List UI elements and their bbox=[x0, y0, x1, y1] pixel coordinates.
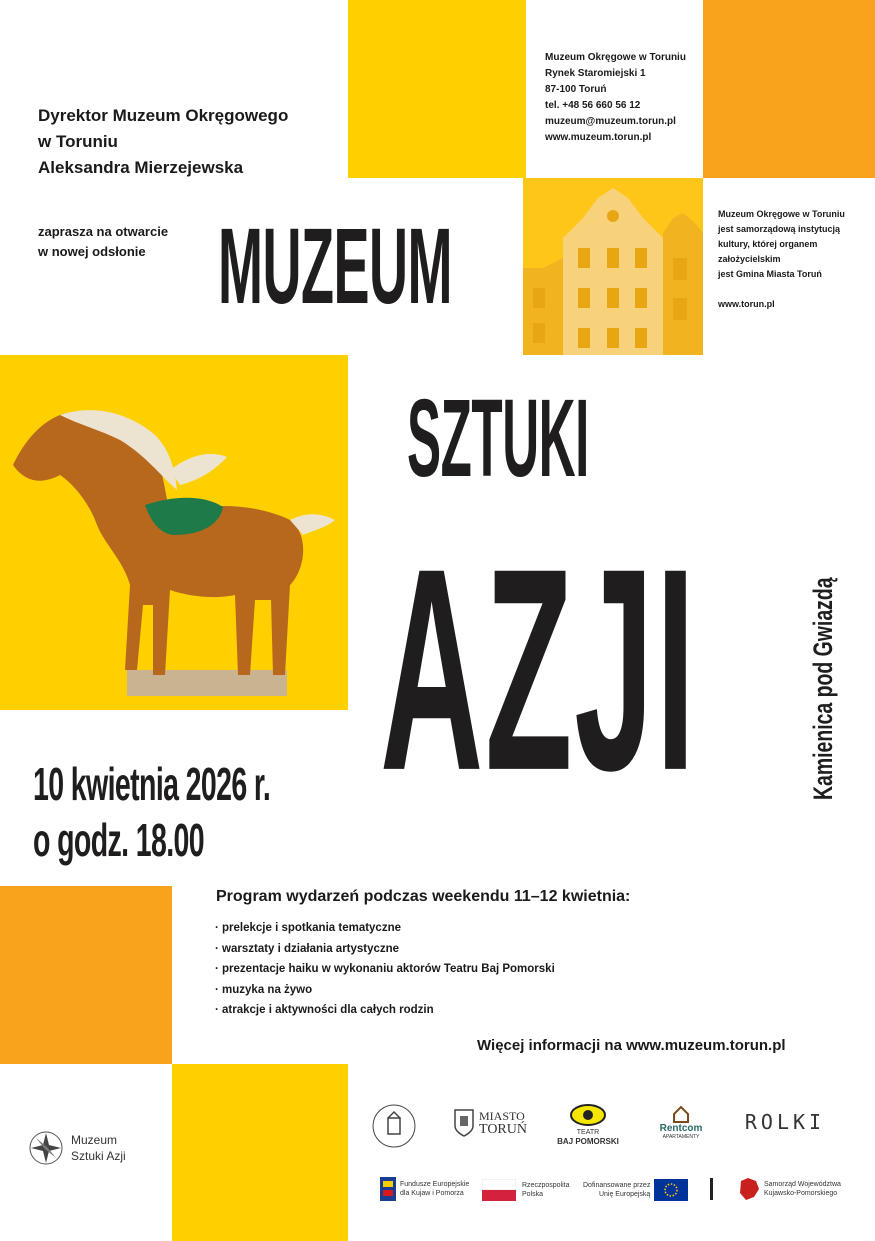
yellow-block-bottom bbox=[172, 1064, 348, 1241]
contact-street: Rynek Staromiejski 1 bbox=[545, 68, 646, 79]
logo-miasto-torun bbox=[445, 1105, 535, 1141]
more-info-link[interactable]: Więcej informacji na www.muzeum.torun.pl bbox=[477, 1037, 786, 1054]
venue-vertical: Kamienica pod Gwiazdą bbox=[808, 577, 838, 800]
program-item: · warsztaty i działania artystyczne bbox=[215, 939, 555, 960]
program-title: Program wydarzeń podczas weekendu 11–12 kwietnia: bbox=[216, 888, 631, 905]
baj-line-2: BAJ POMORSKI bbox=[557, 1137, 619, 1146]
eu-flag-icon bbox=[654, 1179, 688, 1201]
invite-line-1: zaprasza na otwarcie bbox=[38, 224, 169, 239]
director-line-2: w Toruniu bbox=[38, 132, 118, 151]
title-azji: AZJI bbox=[380, 507, 698, 831]
event-date: 10 kwietnia 2026 r. bbox=[33, 758, 271, 810]
director-block bbox=[38, 103, 288, 181]
fe-line-2: dla Kujaw i Pomorza bbox=[400, 1190, 464, 1197]
about-line-2: jest samorządową instytucją bbox=[718, 224, 841, 234]
rp-line-2: Polska bbox=[522, 1191, 544, 1198]
about-line-5: jest Gmina Miasta Toruń bbox=[718, 269, 822, 279]
city-crest-icon bbox=[453, 1108, 475, 1138]
msa-logo-line-2: Sztuki Azji bbox=[71, 1149, 126, 1163]
logo-rzeczpospolita-polska bbox=[482, 1177, 574, 1203]
orange-block-top-right bbox=[703, 0, 875, 178]
event-time: o godz. 18.00 bbox=[33, 814, 205, 866]
fe-icon bbox=[380, 1177, 396, 1201]
contact-name: Muzeum Okręgowe w Toruniu bbox=[545, 52, 686, 63]
director-line-1: Dyrektor Muzeum Okręgowego bbox=[38, 106, 289, 125]
contact-city: 87-100 Toruń bbox=[545, 84, 607, 95]
program-item: · prezentacje haiku w wykonaniu aktorów Teatru Baj Pomorski bbox=[215, 959, 555, 980]
horse-figurine-image bbox=[5, 395, 340, 700]
logo-teatr-baj-pomorski bbox=[548, 1090, 628, 1158]
baj-line-1: TEATR bbox=[576, 1129, 600, 1136]
yellow-block-top bbox=[348, 0, 526, 178]
msa-logo bbox=[28, 1130, 126, 1166]
polish-flag-icon bbox=[482, 1179, 516, 1201]
region-map-icon bbox=[738, 1177, 760, 1201]
kp-line-2: Kujawsko-Pomorskiego bbox=[764, 1190, 838, 1197]
about-line-1: Muzeum Okręgowe w Toruniu bbox=[718, 209, 845, 219]
divider bbox=[710, 1178, 713, 1200]
invite-block bbox=[38, 222, 168, 262]
orange-block-bottom-left bbox=[0, 886, 172, 1064]
title-sztuki: SZTUKI bbox=[407, 377, 589, 500]
logo-rolki: ROLKI bbox=[744, 1110, 826, 1134]
logo-fundusze-europejskie bbox=[380, 1175, 472, 1203]
about-block bbox=[718, 207, 845, 312]
logo-kujawsko-pomorskie bbox=[738, 1175, 842, 1203]
contact-email[interactable]: muzeum@muzeum.torun.pl bbox=[545, 116, 676, 127]
about-line-4: założycielskim bbox=[718, 254, 781, 264]
msa-logo-line-1: Muzeum bbox=[71, 1133, 118, 1147]
about-line-3: kultury, której organem bbox=[718, 239, 818, 249]
rp-line-1: Rzeczpospolita bbox=[522, 1182, 570, 1189]
contact-block bbox=[545, 50, 686, 146]
building-photo bbox=[523, 178, 703, 355]
about-url[interactable]: www.torun.pl bbox=[718, 299, 775, 309]
program-item: · atrakcje i aktywności dla całych rodzin bbox=[215, 1000, 555, 1021]
miasto-line-2: TORUŃ bbox=[479, 1122, 527, 1137]
house-icon bbox=[672, 1105, 690, 1123]
star-icon bbox=[28, 1130, 64, 1166]
miasto-line-1: MIASTO bbox=[479, 1109, 525, 1123]
rentcom-line-2: APARTAMENTY bbox=[662, 1133, 700, 1140]
ue-line-1: Dofinansowane przez bbox=[583, 1182, 651, 1189]
director-name: Aleksandra Mierzejewska bbox=[38, 158, 244, 177]
contact-phone: tel. +48 56 660 56 12 bbox=[545, 100, 641, 111]
program-item: · prelekcje i spotkania tematyczne bbox=[215, 918, 555, 939]
fe-line-1: Fundusze Europejskie bbox=[400, 1181, 470, 1188]
contact-website[interactable]: www.muzeum.torun.pl bbox=[545, 132, 652, 143]
program-item: · muzyka na żywo bbox=[215, 980, 555, 1001]
rentcom-line-1: Rentcom bbox=[659, 1122, 703, 1134]
program-list bbox=[215, 918, 555, 1021]
logo-muzeum-okregowe bbox=[370, 1102, 418, 1150]
invite-line-2: w nowej odsłonie bbox=[38, 244, 146, 259]
kp-line-1: Samorząd Województwa bbox=[764, 1181, 841, 1188]
logo-unia-europejska bbox=[583, 1177, 691, 1203]
ue-line-2: Unię Europejską bbox=[598, 1191, 651, 1198]
logo-rentcom bbox=[650, 1102, 712, 1142]
title-muzeum: MUZEUM bbox=[218, 205, 452, 326]
eye-icon bbox=[568, 1102, 608, 1128]
